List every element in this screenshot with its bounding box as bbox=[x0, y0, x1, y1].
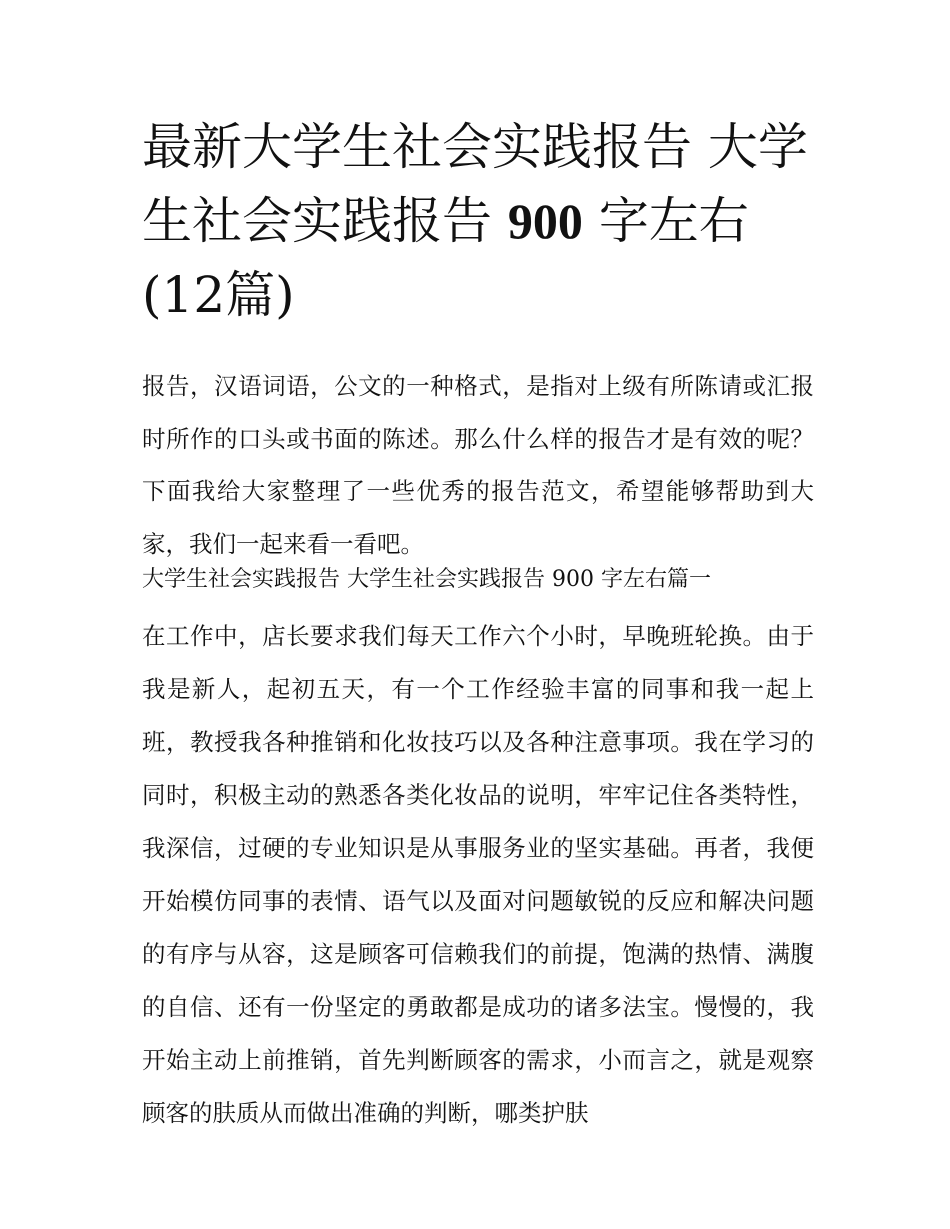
title-number: 900 bbox=[507, 193, 583, 249]
document-title bbox=[142, 110, 822, 332]
body-paragraph: 在工作中，店长要求我们每天工作六个小时，早晚班轮换。由于我是新人，起初五天，有一个工作经验丰富的同事和我一起上班，教授我各种推销和化妆技巧以及各种注意事项。我在学习的同时，积极主动的熟悉各类化妆品的说明，牢牢记住各类特性，我深信，过硬的专业知识是从事服务业的坚实基础。再者，我便开始模仿同事的表情、语气以及面对问题敏锐的反应和解决问题的有序与从容，这是顾客可信赖我们的前提，饱满的热情、满腹的自信、还有一份坚定的勇敢都是成功的诸多法宝。慢慢的，我开始主动上前推销，首先判断顾客的需求，小而言之，就是观察顾客的肤质从而做出准确的判断，哪类护肤 bbox=[142, 622, 814, 1127]
section-heading: 大学生社会实践报告 大学生社会实践报告 900 字左右篇一 bbox=[142, 567, 711, 592]
intro-paragraph: 报告，汉语词语，公文的一种格式，是指对上级有所陈请或汇报时所作的口头或书面的陈述。那么什么样的报告才是有效的呢？下面我给大家整理了一些优秀的报告范文，希望能够帮助到大家，我们一起来看一看吧。 bbox=[142, 372, 814, 558]
title-text-part1: 最新大学生社会实践报告 大学生社会实践报告 bbox=[142, 118, 808, 250]
title-text-part2: 字左右(12篇) bbox=[142, 192, 749, 324]
